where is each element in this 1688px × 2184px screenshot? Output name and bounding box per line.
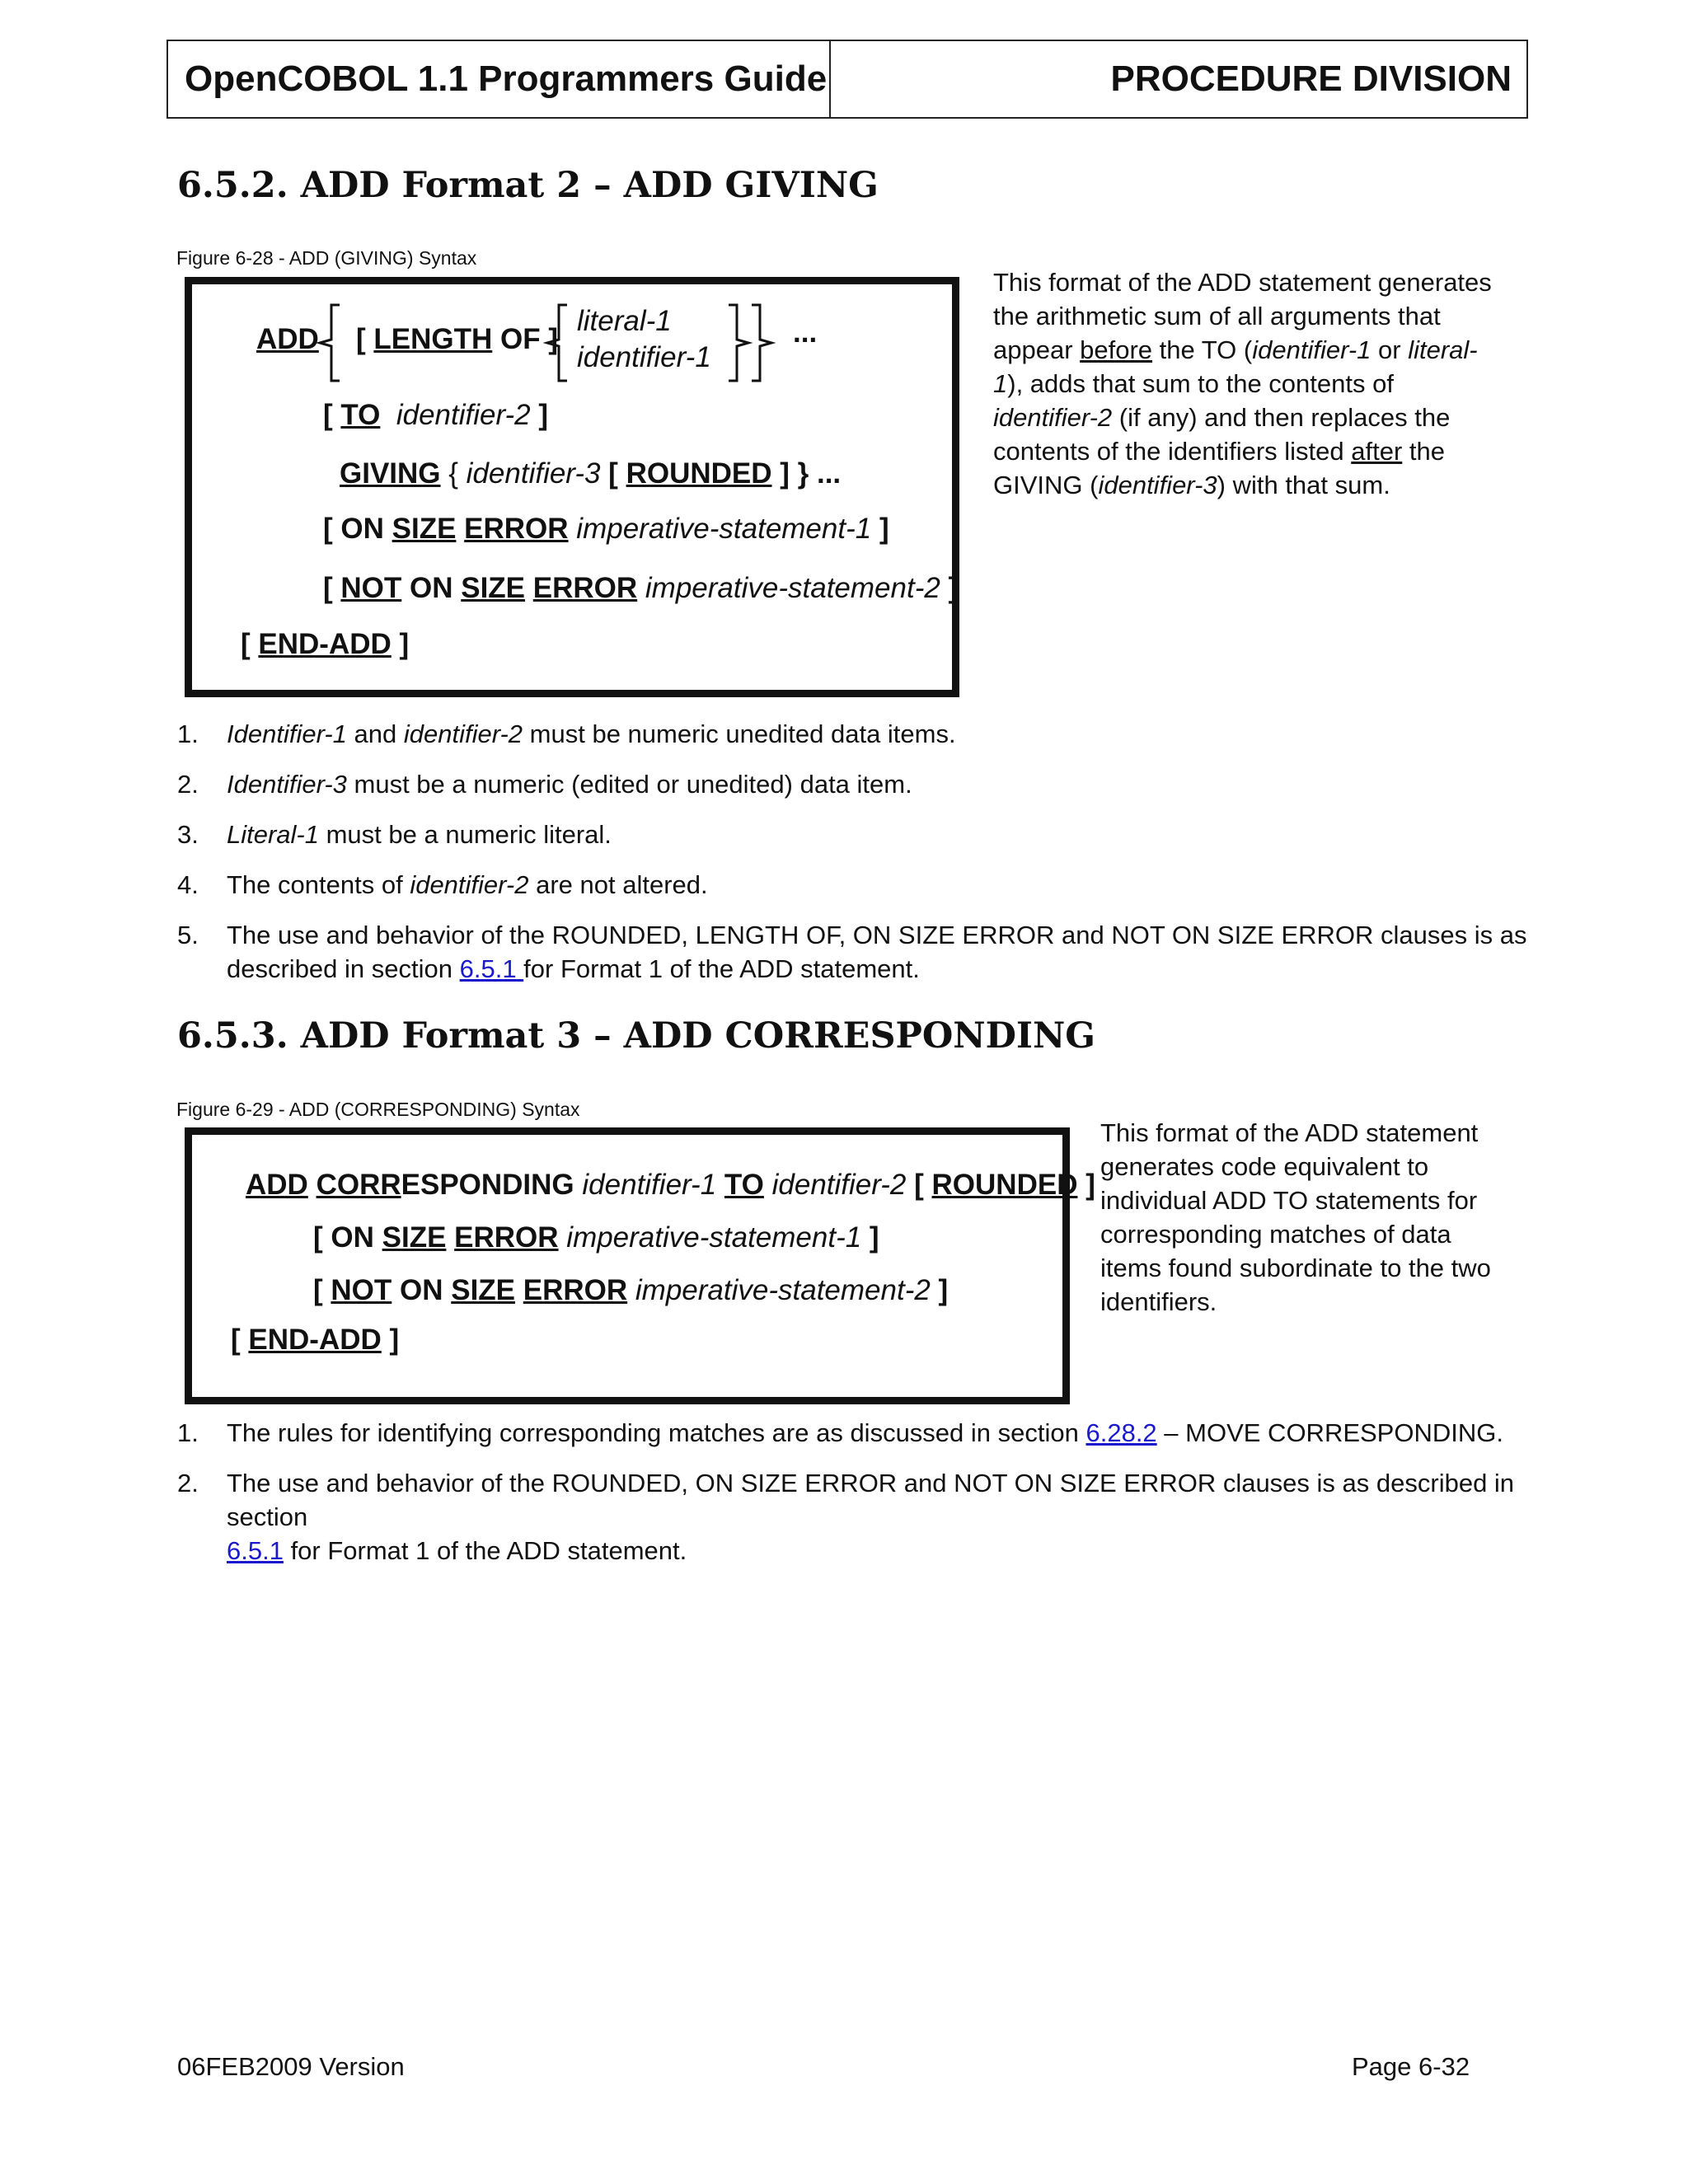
syntax-to-clause: [ TO identifier-2 ] — [323, 399, 548, 431]
syntax-not-on-size-error: [ NOT ON SIZE ERROR imperative-statement-2 ] — [313, 1274, 949, 1306]
division-title: PROCEDURE DIVISION — [1110, 59, 1512, 99]
link-section-6-5-1[interactable]: 6.5.1 — [227, 1536, 284, 1565]
syntax-ellipsis: ... — [793, 316, 818, 349]
description-add-giving: This format of the ADD statement generates the arithmetic sum of all arguments that appear before the TO (identifier-1 or literal- 1), adds that sum to the contents of identifier-2 (if any) and then replaces the contents of the identifiers listed after the GIVING (identifier-3) with that sum. — [993, 268, 1492, 499]
list-item: 2. The use and behavior of the ROUNDED, ON SIZE ERROR and NOT ON SIZE ERROR clauses is as described in section 6.5.1 for Format 1 of the ADD statement. — [177, 1469, 1515, 1565]
syntax-end-add: [ END-ADD ] — [241, 628, 410, 660]
list-item: 5. The use and behavior of the ROUNDED, LENGTH OF, ON SIZE ERROR and NOT ON SIZE ERROR clauses is as described in section 6.5.1 for Format 1 of the ADD statement. — [177, 921, 1527, 983]
left-brace-inner — [537, 302, 575, 384]
list-item: 3. Literal-1 must be a numeric literal. — [177, 820, 612, 849]
syntax-literal-1: literal-1 — [577, 305, 672, 337]
right-brace-outer — [747, 302, 780, 384]
section-heading-6-5-2: 6.5.2. ADD Format 2 – ADD GIVING — [177, 165, 879, 206]
left-brace-outer — [316, 302, 354, 384]
list-item: 1. Identifier-1 and identifier-2 must be numeric unedited data items. — [177, 719, 956, 748]
description-add-corresponding: This format of the ADD statement generates code equivalent to individual ADD TO statements for corresponding matches of data items found subordinate to the two identifiers. — [1100, 1118, 1491, 1316]
footer-version: 06FEB2009 Version — [177, 2052, 405, 2081]
syntax-giving-clause: GIVING { identifier-3 [ ROUNDED ] } ... — [340, 457, 842, 490]
running-header — [166, 40, 1528, 119]
syntax-add-corresponding-line: ADD CORRESPONDING identifier-1 TO identifier-2 [ ROUNDED ] — [246, 1169, 1095, 1201]
list-item: 4. The contents of identifier-2 are not altered. — [177, 870, 708, 899]
syntax-add-keyword: ADD — [256, 323, 319, 355]
guide-title: OpenCOBOL 1.1 Programmers Guide — [168, 41, 831, 117]
footer-page-number: Page 6-32 — [1352, 2052, 1470, 2081]
figure-caption-6-28: Figure 6-28 - ADD (GIVING) Syntax — [176, 247, 477, 269]
syntax-length-of-clause: [ LENGTH OF ] — [356, 323, 558, 355]
figure-caption-6-29: Figure 6-29 - ADD (CORRESPONDING) Syntax — [176, 1099, 580, 1120]
syntax-identifier-1: identifier-1 — [577, 341, 711, 373]
syntax-on-size-error: [ ON SIZE ERROR imperative-statement-1 ] — [313, 1221, 879, 1254]
syntax-end-add: [ END-ADD ] — [231, 1324, 400, 1356]
list-item: 1. The rules for identifying corresponding matches are as discussed in section 6.28.2 – MOVE CORRESPONDING. — [177, 1418, 1503, 1447]
syntax-on-size-error: [ ON SIZE ERROR imperative-statement-1 ] — [323, 513, 889, 545]
section-heading-6-5-3: 6.5.3. ADD Format 3 – ADD CORRESPONDING — [177, 1015, 1096, 1057]
syntax-not-on-size-error: [ NOT ON SIZE ERROR imperative-statement-2 ] — [323, 572, 959, 604]
link-section-6-28-2[interactable]: 6.28.2 — [1085, 1418, 1157, 1447]
link-section-6-5-1[interactable]: 6.5.1 — [459, 954, 524, 983]
list-item: 2. Identifier-3 must be a numeric (edited or unedited) data item. — [177, 770, 912, 799]
